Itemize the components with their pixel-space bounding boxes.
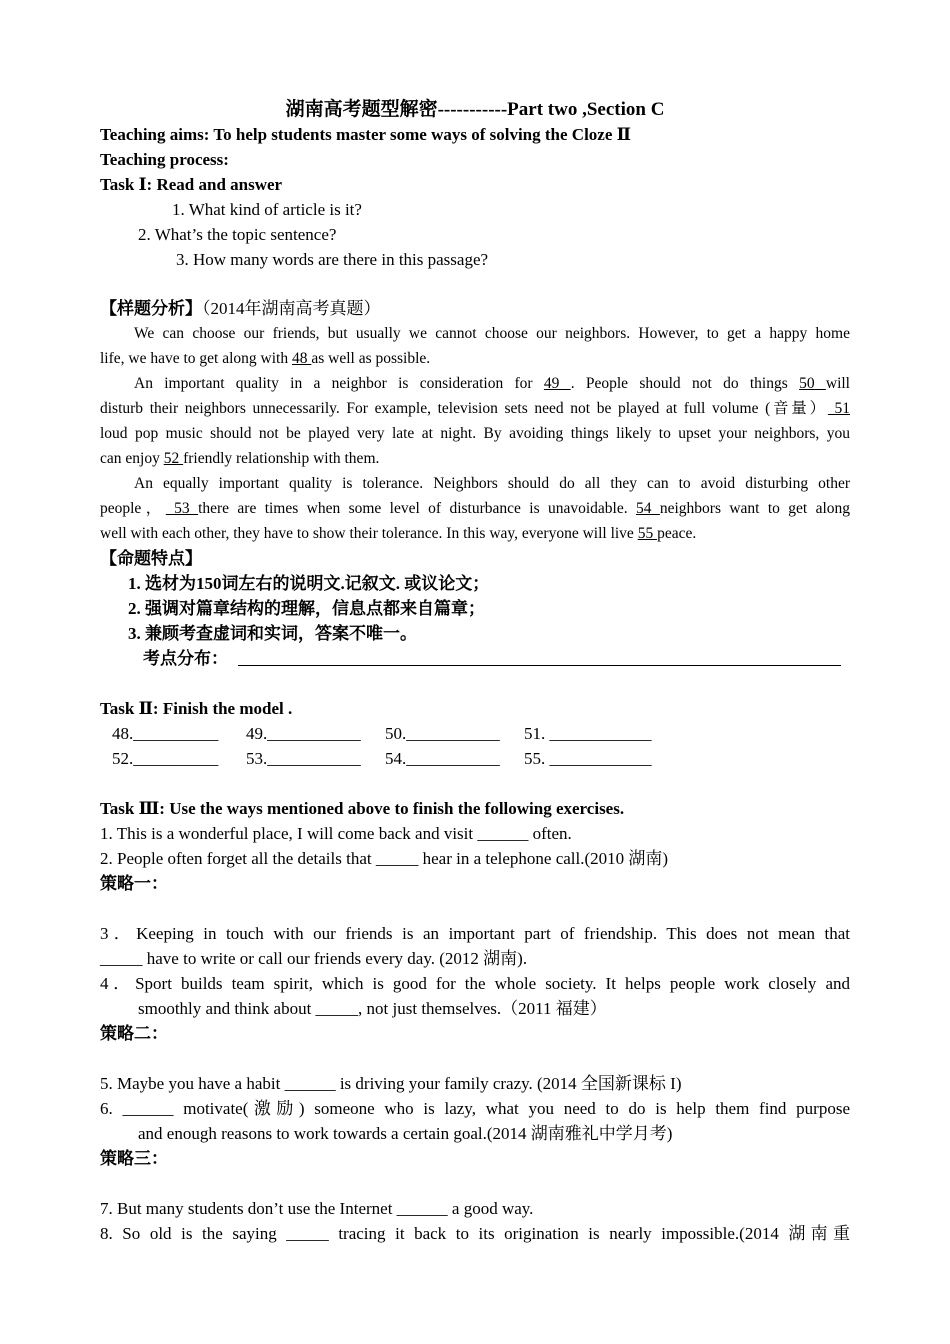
features-heading: 【命题特点】 <box>100 549 202 568</box>
passage-line: loud pop music should not be played very late at night. By avoiding things likely to upset your neighbors, you <box>100 425 850 442</box>
blank-48: 48 <box>291 350 312 367</box>
exercise-item: smoothly and think about _____, not just themselves.（2011 福建） <box>138 999 607 1018</box>
passage-line: An important quality in a neighbor is consideration for 49 . People should not do things 50 will <box>134 375 850 392</box>
strategy-label: 策略三： <box>100 1149 168 1168</box>
strategy-label: 策略二： <box>100 1024 168 1043</box>
exercise-item: 2. People often forget all the details that _____ hear in a telephone call.(2010 湖南) <box>100 849 669 868</box>
distribution-answer-line <box>238 665 841 666</box>
exercise-item: 8. So old is the saying _____ tracing it back to its origination is nearly impossible.(2014 湖南重 <box>100 1224 850 1243</box>
exercise-item: 4．Sport builds team spirit, which is good for the whole society. It helps people work closely and <box>100 974 850 993</box>
blank-53: 53 <box>165 500 199 517</box>
answer-slot: 49.___________ <box>246 724 361 743</box>
exercise-item: 5. Maybe you have a habit ______ is driving your family crazy. (2014 全国新课标 I) <box>100 1074 682 1093</box>
answer-slot: 50.___________ <box>385 724 500 743</box>
task1-heading: Task Ⅰ: Read and answer <box>100 175 283 194</box>
answer-slot: 53.___________ <box>246 749 361 768</box>
exercise-item: and enough reasons to work towards a certain goal.(2014 湖南雅礼中学月考) <box>138 1124 673 1143</box>
exercise-item: 3．Keeping in touch with our friends is an important part of friendship. This does not mean that <box>100 924 850 943</box>
answer-slot: 55. ____________ <box>524 749 652 768</box>
teaching-process: Teaching process: <box>100 150 229 169</box>
blank-49: 49 <box>543 375 571 392</box>
exercise-item: _____ have to write or call our friends every day. (2012 湖南). <box>100 949 528 968</box>
passage-line: disturb their neighbors unnecessarily. For example, television sets need not be played at full volume (音量） 51 <box>100 400 851 417</box>
passage-line: people， 53 there are times when some level of disturbance is unavoidable. 54 neighbors want to get along <box>100 500 851 517</box>
passage-line: well with each other, they have to show their tolerance. In this way, everyone will live 55 peace. <box>100 525 697 542</box>
page-title: 湖南高考题型解密-----------Part two ,Section C <box>285 99 665 120</box>
answer-slot: 51. ____________ <box>524 724 652 743</box>
task1-question-3: 3. How many words are there in this passage? <box>176 250 489 269</box>
task2-heading: Task Ⅱ: Finish the model . <box>100 699 293 718</box>
blank-52: 52 <box>163 450 184 467</box>
feature-item: 2. 强调对篇章结构的理解，信息点都来自篇章； <box>128 599 485 618</box>
blank-55: 55 <box>637 525 658 542</box>
exercise-item: 1. This is a wonderful place, I will come back and visit ______ often. <box>100 824 572 843</box>
task3-heading: Task Ⅲ: Use the ways mentioned above to finish the following exercises. <box>100 799 625 818</box>
answer-slot: 48.__________ <box>112 724 219 743</box>
exercise-item: 6. ______ motivate(激励) someone who is lazy, what you need to do is help them find purpose <box>100 1099 850 1118</box>
blank-50: 50 <box>799 375 826 392</box>
task1-question-2: 2. What’s the topic sentence? <box>138 225 337 244</box>
answer-slot: 52.__________ <box>112 749 219 768</box>
sample-source: （2014年湖南高考真题） <box>202 299 381 318</box>
feature-item: 3. 兼顾考查虚词和实词，答案不唯一。 <box>128 624 417 643</box>
passage-line: can enjoy 52 friendly relationship with them. <box>100 450 380 467</box>
teaching-aims: Teaching aims: To help students master some ways of solving the Cloze Ⅱ <box>100 125 631 144</box>
sample-heading: 【样题分析】 <box>100 299 202 318</box>
answer-slot: 54.___________ <box>385 749 500 768</box>
blank-51: 51 <box>827 400 851 417</box>
blank-54: 54 <box>635 500 660 517</box>
feature-item: 1. 选材为150词左右的说明文.记叙文. 或议论文； <box>128 574 490 593</box>
strategy-label: 策略一： <box>100 874 168 893</box>
exercise-item: 7. But many students don’t use the Internet ______ a good way. <box>100 1199 534 1218</box>
passage-line: life, we have to get along with 48 as well as possible. <box>100 350 431 367</box>
distribution-label: 考点分布： <box>143 649 228 668</box>
passage-line: We can choose our friends, but usually we cannot choose our neighbors. However, to get a happy home <box>134 325 850 342</box>
task1-question-1: 1. What kind of article is it? <box>172 200 362 219</box>
sample-heading-line <box>100 296 381 321</box>
passage-line: An equally important quality is tolerance. Neighbors should do all they can to avoid disturbing other <box>134 475 850 492</box>
